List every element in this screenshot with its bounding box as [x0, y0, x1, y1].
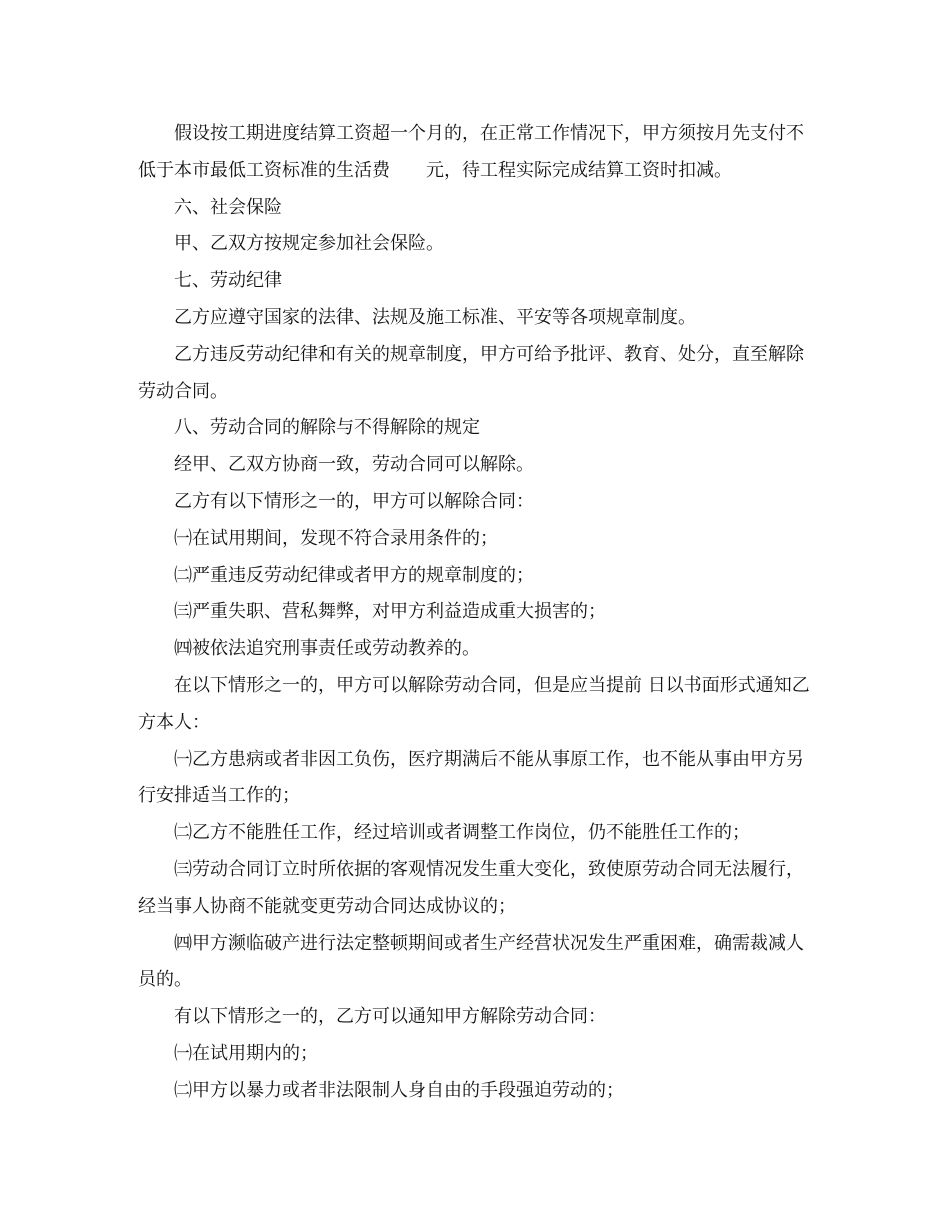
list-item-serious-violation: ㈡严重违反劳动纪律或者甲方的规章制度的；	[174, 564, 534, 586]
paragraph-settlement-wages: 假设按工期进度结算工资超一个月的，在正常工作情况下，甲方须按月先支付不低于本市最低工资标准的生活费 元，待工程实际完成结算工资时扣减。	[138, 123, 804, 181]
list-item-bankruptcy: ㈣甲方濒临破产进行法定整顿期间或者生产经营状况发生严重困难，确需裁减人员的。	[138, 932, 804, 991]
list-item-probation-unqualified: ㈠在试用期间，发现不符合录用条件的；	[174, 527, 498, 549]
list-item-during-probation: ㈠在试用期内的；	[174, 1042, 318, 1064]
paragraph-discipline-violation: 乙方违反劳动纪律和有关的规章制度，甲方可给予批评、教育、处分，直至解除劳动合同。	[138, 343, 804, 402]
paragraph-notice-termination-intro: 在以下情形之一的，甲方可以解除劳动合同，但是应当提前 日以书面形式通知乙方本人：	[138, 674, 810, 733]
list-item-illness-injury: ㈠乙方患病或者非因工负伤，医疗期满后不能从事原工作，也不能从事由甲方另行安排适当工作的；	[138, 748, 804, 807]
paragraph-mutual-termination: 经甲、乙双方协商一致，劳动合同可以解除。	[174, 454, 534, 476]
list-item-circumstance-change: ㈢劳动合同订立时所依据的客观情况发生重大变化，致使原劳动合同无法履行，经当事人协商不能就变更劳动合同达成协议的；	[138, 858, 804, 917]
paragraph-employee-termination-intro: 有以下情形之一的，乙方可以通知甲方解除劳动合同：	[174, 1006, 606, 1028]
list-item-criminal-liability: ㈣被依法追究刑事责任或劳动教养的。	[174, 638, 480, 660]
list-item-dereliction: ㈢严重失职、营私舞弊，对甲方利益造成重大损害的；	[174, 601, 606, 623]
list-item-incompetent: ㈡乙方不能胜任工作，经过培训或者调整工作岗位，仍不能胜任工作的；	[174, 822, 750, 844]
heading-social-insurance: 六、社会保险	[174, 196, 282, 218]
paragraph-employer-termination-intro: 乙方有以下情形之一的，甲方可以解除合同：	[174, 490, 534, 512]
heading-contract-termination: 八、劳动合同的解除与不得解除的规定	[174, 417, 480, 439]
list-item-forced-labor: ㈡甲方以暴力或者非法限制人身自由的手段强迫劳动的；	[174, 1079, 624, 1101]
paragraph-social-insurance: 甲、乙双方按规定参加社会保险。	[174, 233, 444, 255]
heading-labor-discipline: 七、劳动纪律	[174, 270, 282, 292]
document-body	[138, 116, 810, 1110]
paragraph-obey-rules: 乙方应遵守国家的法律、法规及施工标准、平安等各项规章制度。	[174, 306, 696, 328]
